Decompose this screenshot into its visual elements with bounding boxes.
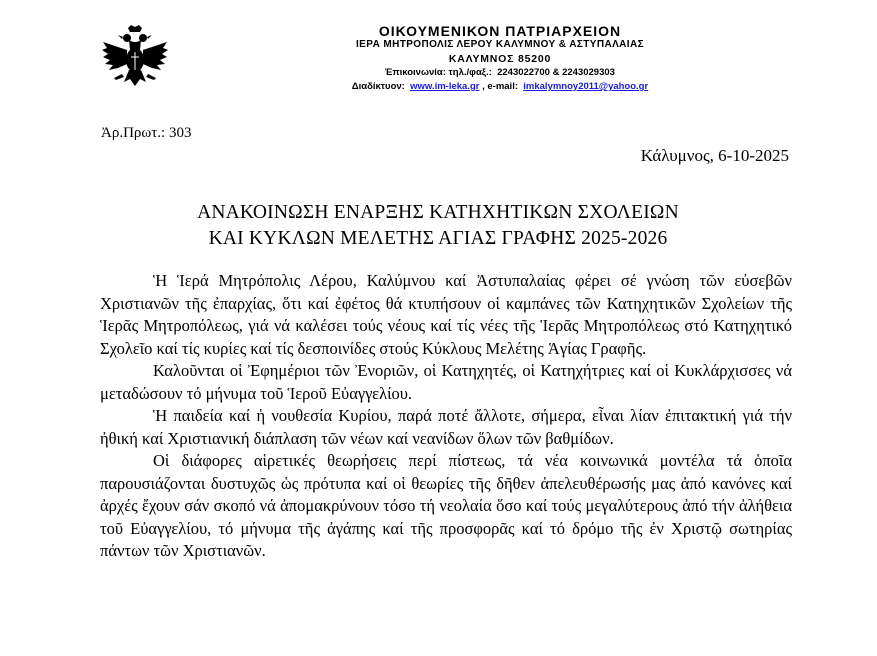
website-link[interactable]: www.im-leka.gr (410, 81, 480, 92)
letterhead (100, 24, 800, 104)
announcement-title (88, 200, 788, 252)
double-headed-eagle-emblem-icon (100, 24, 170, 94)
body-paragraph: Ἡ παιδεία καί ἡ νουθεσία Κυρίου, παρά ποτέ ἄλλοτε, σήμερα, εἶναι λίαν ἐπιτακτική γιά τήν ἠθική καί Χριστιανική διάπλαση τῶν νέων καί νεανίδων ὅλων τῶν βαθμίδων. (100, 406, 792, 448)
body-paragraph: Καλοῦνται οἱ Ἐφημέριοι τῶν Ἐνοριῶν, οἱ Κατηχητές, οἱ Κατηχήτριες καί οἱ Κυκλάρχισσες νά μεταδώσουν τό μήνυμα τοῦ Ἱεροῦ Εὐαγγελίου. (100, 361, 792, 403)
place-date: Κάλυμνος, 6-10-2025 (640, 146, 789, 165)
email-label: , e-mail: (482, 81, 518, 92)
metropolis-name: ΙΕΡΑ ΜΗΤΡΟΠΟΛΙΣ ΛΕΡΟΥ ΚΑΛΥΜΝΟΥ & ΑΣΤΥΠΑΛΑΙΑΣ (356, 39, 644, 50)
web-line (240, 80, 760, 94)
contact-line (240, 66, 760, 80)
web-label: Διαδίκτυον: (351, 81, 405, 92)
body-paragraph: Ἡ Ἱερά Μητρόπολις Λέρου, Καλύμνου καί Ἀστυπαλαίας φέρει σέ γνώση τῶν εὐσεβῶν Χριστιανῶν τῆς ἐπαρχίας, ὅτι καί ἐφέτος θά κτυπήσουν οἱ καμπάνες τῶν Κατηχητικῶν Σχολείων τῆς Ἱερᾶς Μητροπόλεως, γιά νά καλέσει τούς νέους καί τίς νέες τῆς Ἱερᾶς Μητροπόλεως στό Κατηχητικό Σχολεῖο καί τίς κυρίες καί τίς δεσποινίδες στούς Κύκλους Μελέτης Ἁγίας Γραφῆς. (100, 271, 792, 358)
letterhead-text (240, 24, 760, 94)
patriarchate-name: ΟΙΚΟΥΜΕΝΙΚΟΝ ΠΑΤΡΙΑΡΧΕΙΟΝ (378, 23, 622, 39)
protocol-number: Ἀρ.Πρωτ.: 303 (101, 125, 192, 141)
body-paragraph: Οἱ διάφορες αἱρετικές θεωρήσεις περί πίστεως, τά νέα κοινωνικά μοντέλα τά ὁποῖα παρουσιάζονται δυστυχῶς ὡς πρότυπα καί οἱ θεωρίες τῆς δῆθεν ἀπελευθέρωσής μας ἀπό κανόνες καί ἀρχές ἔχουν σάν σκοπό νά ἀπομακρύνουν τόσο τή νεολαία ὅσο καί τούς μεγαλύτερους ἀπό τήν ἀλήθεια τοῦ Εὐαγγελίου, τό μήνυμα τῆς ἀγάπης καί τῆς προσφορᾶς καί τό δρόμο τῆς ἐν Χριστῷ σωτηρίας πάντων τῶν Χριστιανῶν. (100, 451, 792, 560)
phone-numbers: 2243022700 & 2243029303 (497, 67, 615, 78)
title-line-1: ΑΝΑΚΟΙΝΩΣΗ ΕΝΑΡΞΗΣ ΚΑΤΗΧΗΤΙΚΩΝ ΣΧΟΛΕΙΩΝ (197, 202, 679, 223)
title-line-2: ΚΑΙ ΚΥΚΛΩΝ ΜΕΛΕΤΗΣ ΑΓΙΑΣ ΓΡΑΦΗΣ 2025-2026 (208, 228, 668, 249)
contact-label: Ἐπικοινωνία: τηλ./φαξ.: (385, 67, 492, 78)
announcement-body (100, 270, 792, 563)
email-link[interactable]: imkalymnoy2011@yahoo.gr (523, 81, 649, 92)
city-postcode: ΚΑΛΥΜΝΟΣ 85200 (448, 53, 552, 65)
